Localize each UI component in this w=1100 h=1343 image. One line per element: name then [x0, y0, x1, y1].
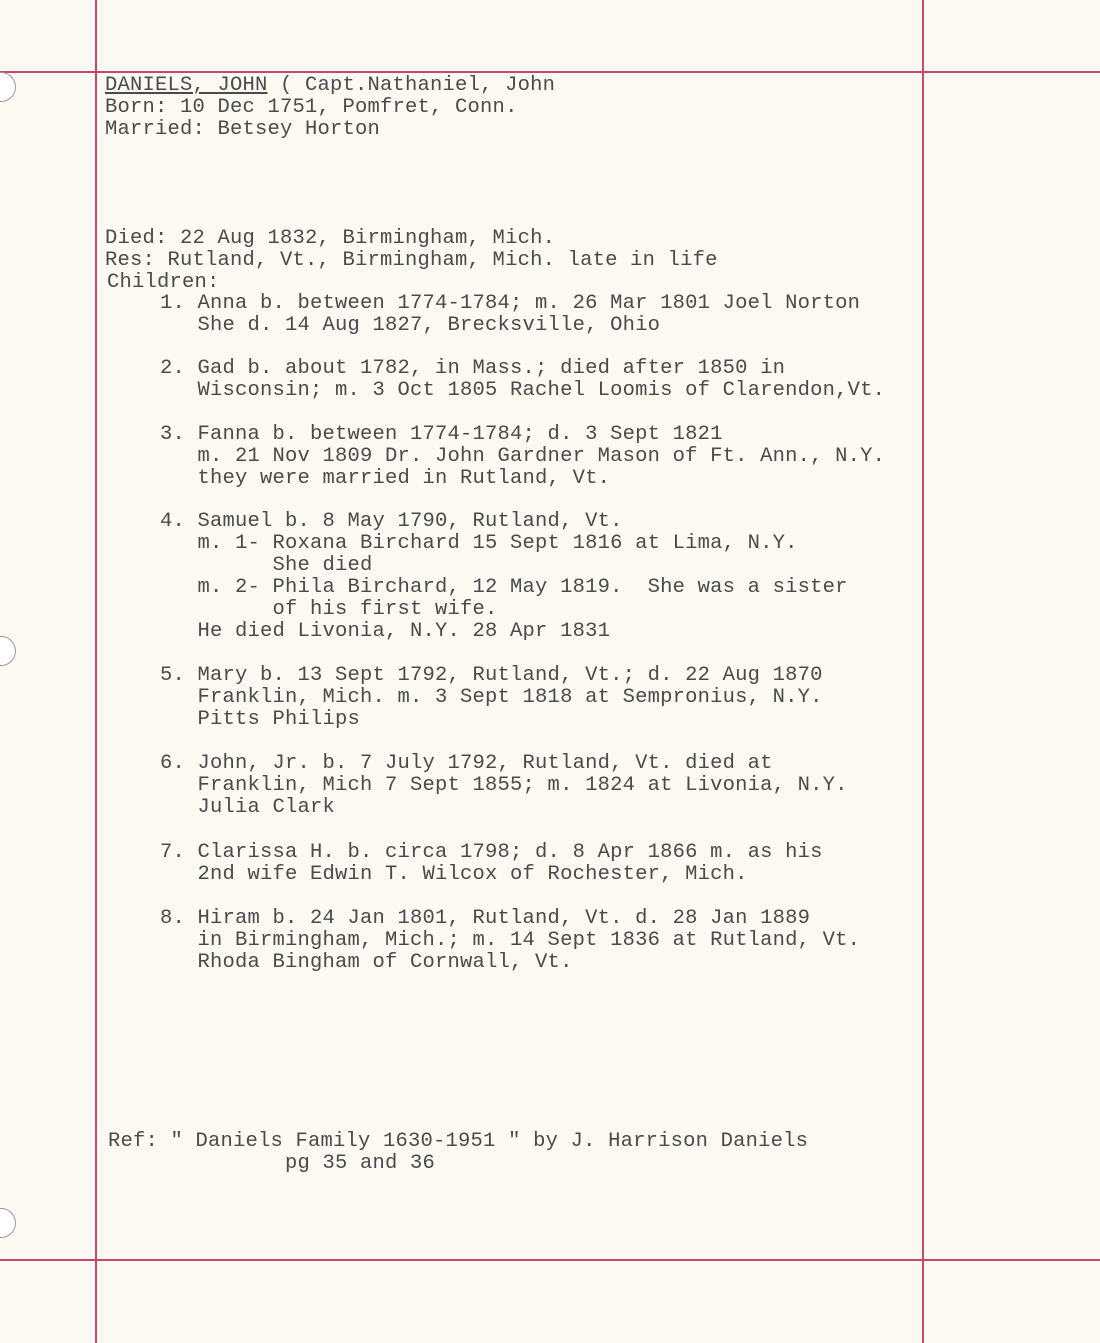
married-line: Married: Betsey Horton — [105, 118, 381, 141]
punch-hole-bottom — [0, 1208, 16, 1238]
child-5-line-1: 5. Mary b. 13 Sept 1792, Rutland, Vt.; d. 22 Aug 1870 — [160, 664, 823, 687]
subject-name: DANIELS, JOHN — [105, 74, 268, 97]
child-4-line-4: m. 2- Phila Birchard, 12 May 1819. She was a sister — [160, 576, 848, 599]
child-6-line-1: 6. John, Jr. b. 7 July 1792, Rutland, Vt. died at — [160, 752, 773, 775]
header-line — [105, 75, 555, 97]
child-4-line-1: 4. Samuel b. 8 May 1790, Rutland, Vt. — [160, 510, 623, 533]
child-4-line-5: of his first wife. — [160, 598, 498, 621]
child-3-line-2: m. 21 Nov 1809 Dr. John Gardner Mason of Ft. Ann., N.Y. — [160, 445, 886, 468]
child-1-line-1: 1. Anna b. between 1774-1784; m. 26 Mar 1801 Joel Norton — [160, 292, 861, 315]
child-6-line-3: Julia Clark — [160, 796, 336, 819]
lineage: ( Capt.Nathaniel, John — [267, 74, 556, 97]
children-label: Children: — [107, 271, 220, 294]
punch-hole-middle — [0, 636, 16, 666]
right-margin-line — [922, 0, 924, 1343]
child-1-line-2: She d. 14 Aug 1827, Brecksville, Ohio — [160, 314, 661, 337]
child-8-line-3: Rhoda Bingham of Cornwall, Vt. — [160, 951, 573, 974]
child-4-line-6: He died Livonia, N.Y. 28 Apr 1831 — [160, 620, 611, 643]
child-8-line-2: in Birmingham, Mich.; m. 14 Sept 1836 at Rutland, Vt. — [160, 929, 861, 952]
punch-hole-top — [0, 72, 16, 102]
reference-line-2: pg 35 and 36 — [160, 1152, 436, 1175]
child-2-line-1: 2. Gad b. about 1782, in Mass.; died after 1850 in — [160, 357, 786, 380]
child-5-line-3: Pitts Philips — [160, 708, 361, 731]
child-4-line-3: She died — [160, 554, 373, 577]
child-4-line-2: m. 1- Roxana Birchard 15 Sept 1816 at Lima, N.Y. — [160, 532, 798, 555]
left-margin-line — [95, 0, 97, 1343]
child-5-line-2: Franklin, Mich. m. 3 Sept 1818 at Sempronius, N.Y. — [160, 686, 823, 709]
child-6-line-2: Franklin, Mich 7 Sept 1855; m. 1824 at Livonia, N.Y. — [160, 774, 848, 797]
residence-line: Res: Rutland, Vt., Birmingham, Mich. late in life — [105, 249, 718, 272]
top-rule-line — [0, 71, 1100, 73]
reference-line-1: Ref: " Daniels Family 1630-1951 " by J. Harrison Daniels — [108, 1130, 809, 1153]
child-7-line-2: 2nd wife Edwin T. Wilcox of Rochester, Mich. — [160, 863, 748, 886]
child-8-line-1: 8. Hiram b. 24 Jan 1801, Rutland, Vt. d. 28 Jan 1889 — [160, 907, 811, 930]
born-line: Born: 10 Dec 1751, Pomfret, Conn. — [105, 96, 518, 119]
bottom-rule-line — [0, 1259, 1100, 1261]
child-2-line-2: Wisconsin; m. 3 Oct 1805 Rachel Loomis of Clarendon,Vt. — [160, 379, 886, 402]
child-3-line-3: they were married in Rutland, Vt. — [160, 467, 611, 490]
died-line: Died: 22 Aug 1832, Birmingham, Mich. — [105, 227, 556, 250]
child-3-line-1: 3. Fanna b. between 1774-1784; d. 3 Sept 1821 — [160, 423, 723, 446]
child-7-line-1: 7. Clarissa H. b. circa 1798; d. 8 Apr 1866 m. as his — [160, 841, 823, 864]
